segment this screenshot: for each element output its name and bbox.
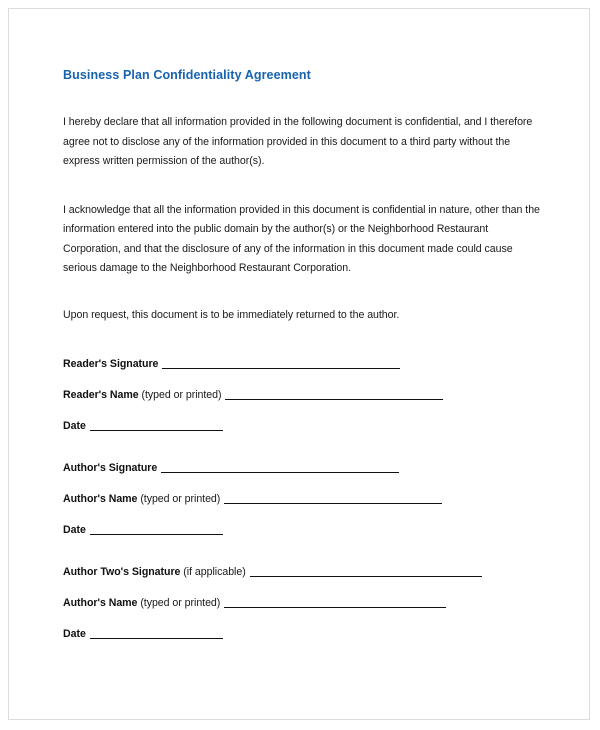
paragraph-return-request: Upon request, this document is to be immediately returned to the author.: [63, 308, 400, 321]
paragraph-declaration: I hereby declare that all information provided in the following document is confidential, and I therefore agree not to disclose any of the information provided in this document to a third party without the express written permission of the author(s).: [63, 116, 533, 167]
field-note-author-two-signature: (if applicable): [183, 566, 246, 578]
field-row-author-date: [63, 523, 545, 537]
field-row-reader-signature: [63, 357, 545, 371]
field-label-author-two-signature: Author Two's Signature: [63, 566, 181, 578]
page-title: Business Plan Confidentiality Agreement: [63, 68, 311, 82]
name-line-author-two[interactable]: [224, 607, 446, 608]
field-row-author-two-date: [63, 627, 545, 641]
signature-block-author-two: [63, 565, 545, 641]
field-label-author-two-date: Date: [63, 628, 86, 640]
field-row-author-name: [63, 492, 545, 506]
field-note-author-two-name: (typed or printed): [140, 597, 221, 609]
field-label-reader-date: Date: [63, 420, 86, 432]
field-label-author-name: Author's Name: [63, 493, 138, 505]
document-page: [8, 8, 590, 720]
field-row-author-signature: [63, 461, 545, 475]
date-line-author-two[interactable]: [90, 638, 223, 639]
document-body: [63, 67, 545, 669]
field-row-reader-date: [63, 419, 545, 433]
name-line-reader[interactable]: [225, 399, 443, 400]
signature-line-author-two[interactable]: [250, 576, 482, 577]
signature-block-reader: [63, 357, 545, 433]
field-label-reader-name: Reader's Name: [63, 389, 139, 401]
field-row-reader-name: [63, 388, 545, 402]
field-label-reader-signature: Reader's Signature: [63, 358, 159, 370]
date-line-author-one[interactable]: [90, 534, 223, 535]
field-label-author-two-name: Author's Name: [63, 597, 138, 609]
field-note-reader-name: (typed or printed): [141, 389, 222, 401]
field-row-author-two-signature: [63, 565, 545, 579]
signature-block-author-one: [63, 461, 545, 537]
paragraph-acknowledgement: I acknowledge that all the information provided in this document is confidential in nature, other than the information entered into the public domain by the author(s) or the Neighborhood Restaurant Corporation, and that the disclosure of any of the information in this document made could cause serious damage to the Neighborhood Restaurant Corporation.: [63, 203, 540, 274]
field-note-author-name: (typed or printed): [140, 493, 221, 505]
signature-line-author-one[interactable]: [161, 472, 399, 473]
field-row-author-two-name: [63, 596, 545, 610]
field-label-author-date: Date: [63, 524, 86, 536]
date-line-reader[interactable]: [90, 430, 223, 431]
field-label-author-signature: Author's Signature: [63, 462, 158, 474]
signature-line-reader[interactable]: [162, 368, 400, 369]
name-line-author-one[interactable]: [224, 503, 442, 504]
